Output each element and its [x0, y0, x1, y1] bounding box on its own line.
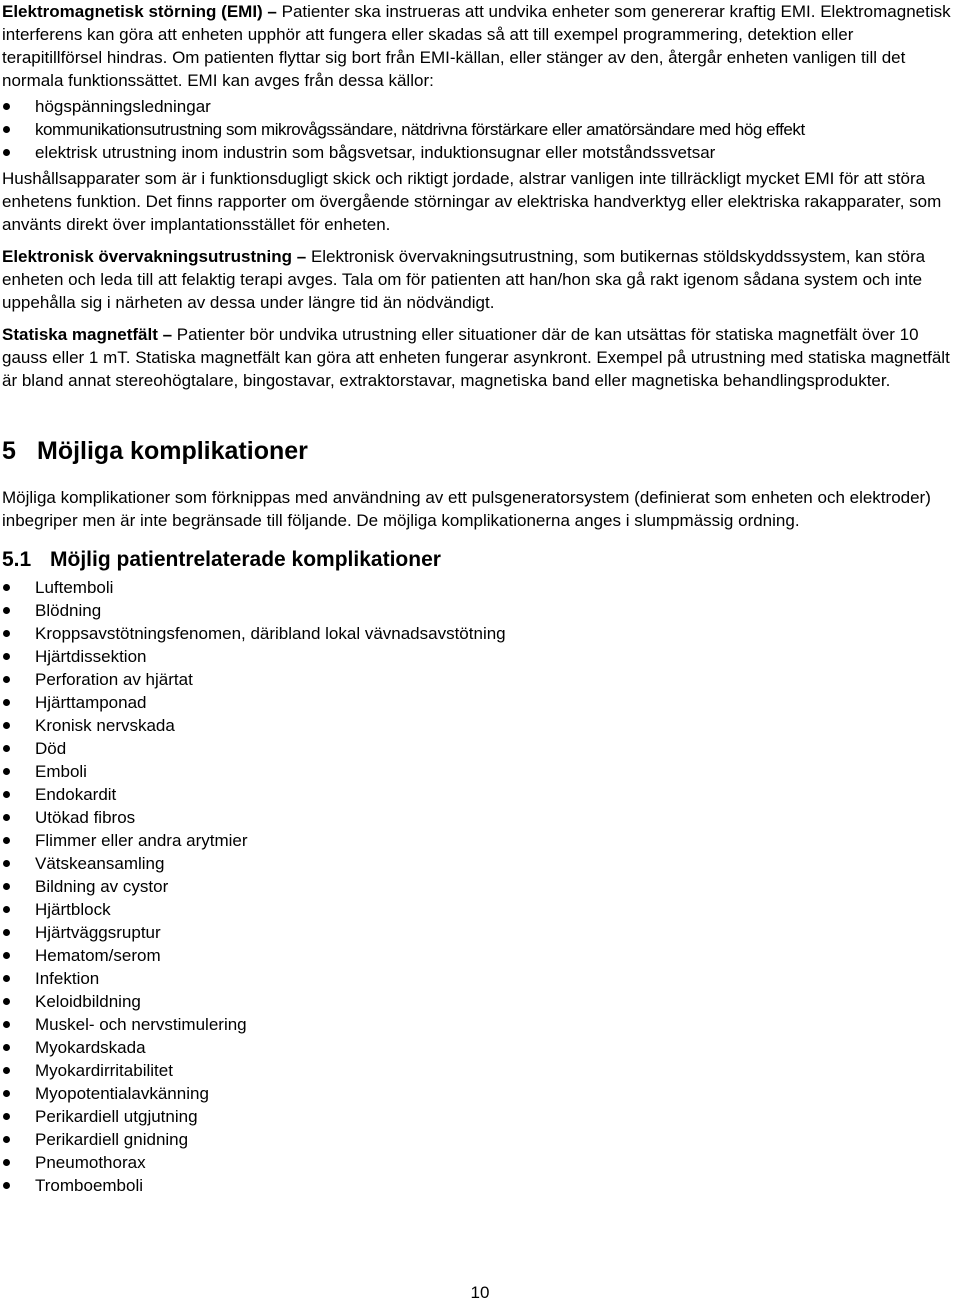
- list-item: kommunikationsutrustning som mikrovågssändare, nätdrivna förstärkare eller amatörsändare med hög effekt: [2, 118, 957, 141]
- list-item: Vätskeansamling: [2, 852, 957, 875]
- list-item: Perikardiell gnidning: [2, 1128, 957, 1151]
- chapter-heading: [2, 436, 957, 466]
- list-item: Kronisk nervskada: [2, 714, 957, 737]
- list-item: Blödning: [2, 599, 957, 622]
- list-item: Myokardskada: [2, 1036, 957, 1059]
- chapter-intro: Möjliga komplikationer som förknippas med användning av ett pulsgeneratorsystem (definierat som enheten och elektroder) inbegriper men är inte begränsade till följande. De möjliga komplikationerna anges i slumpmässig ordning.: [2, 488, 931, 530]
- emi-paragraph: [2, 0, 957, 92]
- document-page: [2, 0, 957, 1197]
- surveillance-text: Elektronisk övervakningsutrustning, som butikernas stöldskyddssystem, kan störa enheten och leda till att felaktig terapi avges. Tala om för patienten att han/hon ska gå rakt igenom sådana system och inte uppehålla sig i närheten av dessa under längre tid än nödvändigt.: [2, 247, 926, 312]
- list-item: Infektion: [2, 967, 957, 990]
- list-item: Hjärtblock: [2, 898, 957, 921]
- list-item: Hjärtväggsruptur: [2, 921, 957, 944]
- magnetic-paragraph: [2, 323, 957, 392]
- chapter-title: Möjliga komplikationer: [37, 437, 308, 465]
- list-item: Hjärttamponad: [2, 691, 957, 714]
- list-item: Perikardiell utgjutning: [2, 1105, 957, 1128]
- list-item: Tromboemboli: [2, 1174, 957, 1197]
- list-item: Död: [2, 737, 957, 760]
- list-item: Pneumothorax: [2, 1151, 957, 1174]
- list-item: högspänningsledningar: [2, 95, 957, 118]
- subsection-title: Möjlig patientrelaterade komplikationer: [50, 548, 441, 571]
- list-item: Bildning av cystor: [2, 875, 957, 898]
- page-number: 10: [470, 1283, 490, 1302]
- list-item: Myopotentialavkänning: [2, 1082, 957, 1105]
- surveillance-heading: Elektronisk övervakningsutrustning –: [2, 247, 307, 266]
- list-item: Hjärtdissektion: [2, 645, 957, 668]
- list-item: elektrisk utrustning inom industrin som bågsvetsar, induktionsugnar eller motståndssvetsar: [2, 141, 957, 164]
- subsection-heading: [2, 547, 957, 573]
- list-item: Utökad fibros: [2, 806, 957, 829]
- emi-heading: Elektromagnetisk störning (EMI) –: [2, 2, 277, 21]
- surveillance-paragraph: [2, 245, 957, 314]
- household-paragraph: Hushållsapparater som är i funktionsdugligt skick och riktigt jordade, alstrar vanligen inte tillräckligt mycket EMI för att störa enhetens funktion. Det finns rapporter om övergående störningar av elektriska handverktyg eller elektriska rakapparater, som använts direkt över implantationsstället för enheten.: [2, 169, 942, 234]
- list-item: Emboli: [2, 760, 957, 783]
- list-item: Luftemboli: [2, 576, 957, 599]
- list-item: Myokardirritabilitet: [2, 1059, 957, 1082]
- list-item: Keloidbildning: [2, 990, 957, 1013]
- magnetic-heading: Statiska magnetfält –: [2, 325, 173, 344]
- list-item: Kroppsavstötningsfenomen, däribland lokal vävnadsavstötning: [2, 622, 957, 645]
- magnetic-text: Patienter bör undvika utrustning eller situationer där de kan utsättas för statiska magnetfält över 10 gauss eller 1 mT. Statiska magnetfält kan göra att enheten fungerar asynkront. Exempel på utrustning med statiska magnetfält är bland annat stereohögtalare, bingostavar, extraktorstavar, magnetiska band eller magnetiska behandlingsprodukter.: [2, 325, 950, 390]
- emi-text: Patienter ska instrueras att undvika enheter som genererar kraftig EMI. Elektromagnetisk interferens kan göra att enheten upphör att fungera eller skadas så att till exempel programmering, detektion eller terapitillförsel hindras. Om patienten flyttar sig bort från EMI-källan, eller stänger av den, återgår enheten vanligen till det normala funktionssättet. EMI kan avges från dessa källor:: [2, 2, 951, 90]
- list-item: Endokardit: [2, 783, 957, 806]
- subsection-number: 5.1: [2, 548, 32, 571]
- emi-sources-list: [2, 95, 957, 164]
- list-item: Flimmer eller andra arytmier: [2, 829, 957, 852]
- list-item: Muskel- och nervstimulering: [2, 1013, 957, 1036]
- list-item: Perforation av hjärtat: [2, 668, 957, 691]
- chapter-number: 5: [2, 437, 16, 465]
- list-item: Hematom/serom: [2, 944, 957, 967]
- complications-list: [2, 576, 957, 1197]
